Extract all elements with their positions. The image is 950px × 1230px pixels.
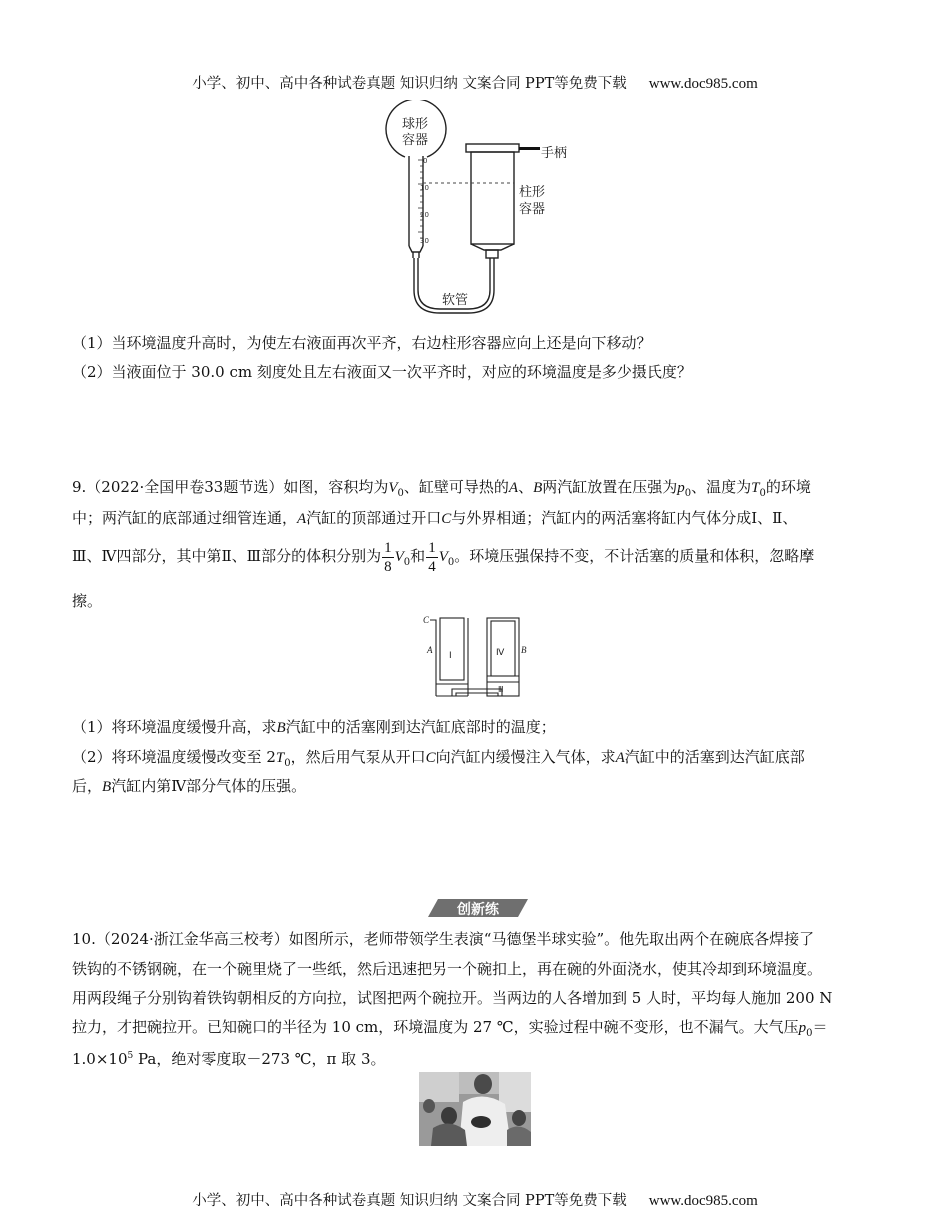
cylinder-label-1: 柱形: [519, 185, 546, 200]
fraction-1-8: $\frac{1}{8}$: [384, 539, 392, 575]
scale-tick-30: 30: [420, 237, 429, 245]
page-header: [0, 72, 950, 93]
tube-label: 软管: [442, 293, 469, 308]
figure-ball-cylinder-apparatus: [380, 100, 590, 325]
label-A: A: [427, 645, 433, 655]
label-C: C: [423, 615, 430, 625]
footer-url[interactable]: www.doc985.com: [648, 1193, 758, 1209]
q9-line4: 擦。: [72, 592, 103, 610]
magdeburg-experiment-photo: [419, 1072, 531, 1146]
q8-part2: （2）当液面位于 30.0 cm 刻度处且左右液面又一次平齐时，对应的环境温度是多少摄氏度？: [72, 363, 692, 381]
label-B: B: [521, 645, 527, 655]
label-IV: Ⅳ: [496, 647, 505, 657]
q10-line2: 铁钩的不锈钢碗，在一个碗里烧了一些纸，然后迅速把另一个碗扣上，再在碗的外面浇水，使其冷却到环境温度。: [72, 960, 823, 978]
ball-label-1: 球形: [402, 117, 429, 132]
q10-line5: $1.0\times 10^5$ Pa，绝对零度取－273 ℃，π 取 3。: [72, 1050, 386, 1068]
footer-text: 小学、初中、高中各种试卷真题 知识归纳 文案合同 PPT等免费下载: [192, 1193, 627, 1209]
figure-two-cylinders: [420, 610, 535, 705]
label-I: Ⅰ: [449, 650, 452, 660]
label-III: Ⅲ: [498, 685, 504, 694]
scale-tick-0: 0: [423, 157, 428, 165]
q9-part3: 后，B汽缸内第Ⅳ部分气体的压强。: [72, 777, 307, 795]
q9-part2: （2）将环境温度缓慢改变至 $2T_0$，然后用气泵从开口C向汽缸内缓慢注入气体，求A汽缸中的活塞到达汽缸底部: [72, 748, 805, 769]
q9-part1: （1）将环境温度缓慢升高，求B汽缸中的活塞刚到达汽缸底部时的温度；: [72, 718, 556, 736]
ball-label-2: 容器: [402, 133, 429, 148]
q10-line1: 10.（2024·浙江金华高三校考）如图所示，老师带领学生表演“马德堡半球实验”。他先取出两个在碗底各焊接了: [72, 930, 815, 948]
cylinder-label-2: 容器: [519, 202, 546, 217]
scale-tick-20: 20: [420, 211, 429, 219]
badge-label: 创新练: [457, 902, 499, 918]
q8-part1: （1）当环境温度升高时，为使左右液面再次平齐，右边柱形容器应向上还是向下移动？: [72, 334, 652, 352]
fraction-1-4: $\frac{1}{4}$: [428, 539, 436, 575]
q9-line3: Ⅲ、Ⅳ四部分，其中第Ⅱ、Ⅲ部分的体积分别为 $\frac{1}{8}$ $V_0$和 $\frac{1}{4}$ $V_0$。环境压强保持不变，不计活塞的质量和体积，忽略摩: [72, 539, 815, 575]
q10-line4: 拉力，才把碗拉开。已知碗口的半径为 10 cm，环境温度为 27 ℃，实验过程中碗不变形，也不漏气。大气压$p_0=$: [72, 1018, 828, 1039]
page-footer: [0, 1189, 950, 1210]
section-badge: [428, 898, 528, 918]
q10-line3: 用两段绳子分别钩着铁钩朝相反的方向拉，试图把两个碗拉开。当两边的人各增加到 5 人时，平均每人施加 200 N: [72, 989, 833, 1007]
header-url[interactable]: www.doc985.com: [648, 76, 758, 92]
header-text: 小学、初中、高中各种试卷真题 知识归纳 文案合同 PPT等免费下载: [192, 76, 627, 92]
scale-tick-10: 10: [420, 184, 429, 192]
q9-line2: 中；两汽缸的底部通过细管连通，A汽缸的顶部通过开口C与外界相通；汽缸内的两活塞将缸内气体分成Ⅰ、Ⅱ、: [72, 509, 798, 527]
handle-label: 手柄: [541, 146, 568, 161]
q9-line1: 9.（2022·全国甲卷33题节选）如图，容积均为$V_0$、缸壁可导热的A、B两汽缸放置在压强为$p_0$、温度为$T_0$的环境: [72, 478, 811, 499]
